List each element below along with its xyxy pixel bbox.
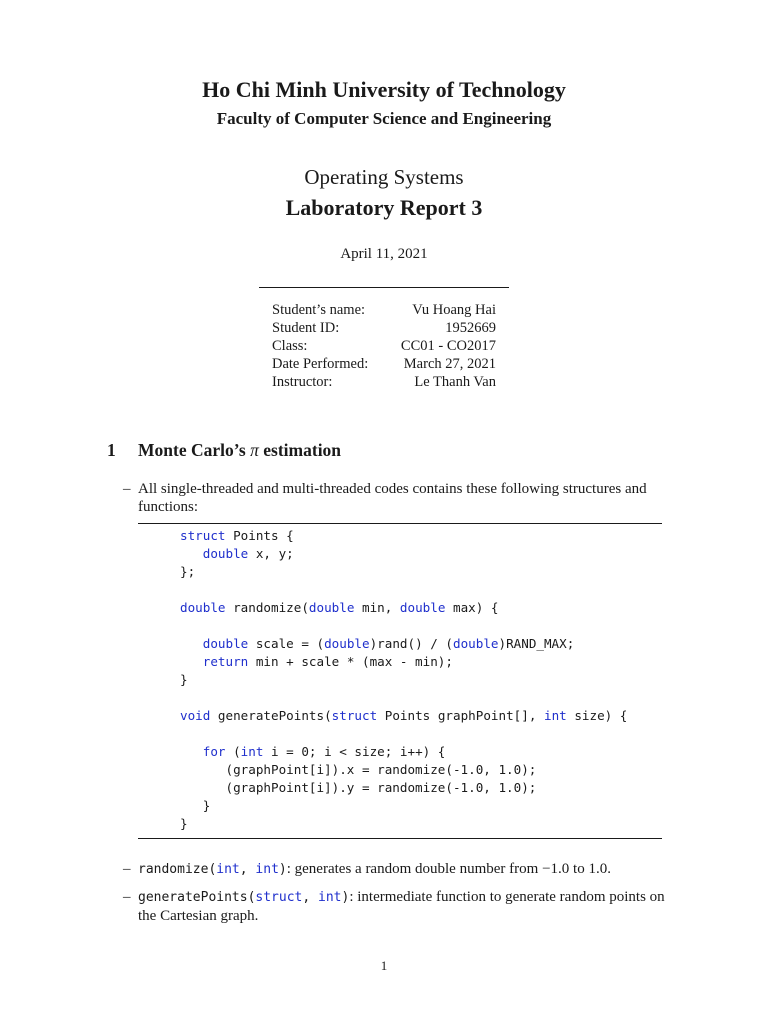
code-line: struct Points { [180,528,294,543]
code-blank-line [180,617,627,635]
code-blank-line [180,581,627,599]
param-type: int [216,862,240,877]
info-label: Student ID: [272,320,340,336]
page-number: 1 [380,958,388,973]
code-line: (graphPoint[i]).x = randomize(-1.0, 1.0); [180,762,537,777]
code-line: } [180,672,188,687]
code-line: return min + scale * (max - min); [202,654,453,669]
function-name: randomize( [138,862,217,877]
section-number: 1 [107,440,116,460]
code-bottom-rule [138,838,662,839]
info-label: Student’s name: [272,302,366,318]
report-date: April 11, 2021 [340,246,428,262]
intro-text: All single-threaded and multi-threaded codes contains these following structures and functions: [138,481,647,515]
code-line: }; [180,564,196,579]
info-value: CC01 - CO2017 [400,338,496,354]
code-line: double randomize(double min, double max) { [180,600,499,615]
info-row-date-performed [272,355,496,373]
section-title-prefix: Monte Carlo’s [138,440,246,460]
code-listing [180,527,627,833]
section-heading [107,440,341,461]
param-type: struct [255,890,303,905]
info-value: March 27, 2021 [403,356,496,372]
code-line: } [180,798,211,813]
code-blank-line [180,725,627,743]
info-value: 1952669 [445,320,496,336]
code-line: double x, y; [202,546,294,561]
info-label: Instructor: [272,374,333,390]
info-value: Vu Hoang Hai [412,302,496,318]
info-row-instructor [272,373,496,391]
bullet-dash: – [123,861,131,877]
report-title: Laboratory Report 3 [285,195,483,220]
bullet-dash: – [123,889,131,905]
info-divider [259,287,509,288]
student-info-table [272,301,496,391]
code-line: } [180,816,188,831]
course-title: Operating Systems [304,165,464,189]
param-type: int [318,890,342,905]
param-type: int [255,862,279,877]
code-line: void generatePoints(struct Points graphPoint[], int size) { [180,708,628,723]
intro-paragraph [123,480,668,516]
info-value: Le Thanh Van [414,374,496,390]
university-name: Ho Chi Minh University of Technology [202,77,566,102]
bullet-randomize: – randomize(int, int): generates a random double number from −1.0 to 1.0. [123,861,611,877]
info-row-name [272,301,496,319]
faculty-name: Faculty of Computer Science and Engineering [216,109,552,128]
function-name: generatePoints( [138,890,256,905]
bullet-generate-points: – generatePoints(struct, int): intermediate function to generate random points on the Cartesian graph. [123,889,665,924]
code-blank-line [180,689,627,707]
code-line: double scale = (double)rand() / (double)RAND_MAX; [202,636,575,651]
code-line: for (int i = 0; i < size; i++) { [202,744,446,759]
code-line: (graphPoint[i]).y = randomize(-1.0, 1.0); [180,780,537,795]
section-title-suffix: estimation [263,440,342,460]
info-row-id [272,319,496,337]
info-row-class [272,337,496,355]
bullet-description: : intermediate function to generate random points on the Cartesian graph. [138,889,665,924]
info-label: Class: [272,338,308,354]
pi-symbol: π [250,440,259,460]
info-label: Date Performed: [272,356,369,372]
bullet-dash: – [123,481,131,497]
bullet-description: : generates a random double number from −1.0 to 1.0. [286,861,611,877]
code-top-rule [138,523,662,524]
